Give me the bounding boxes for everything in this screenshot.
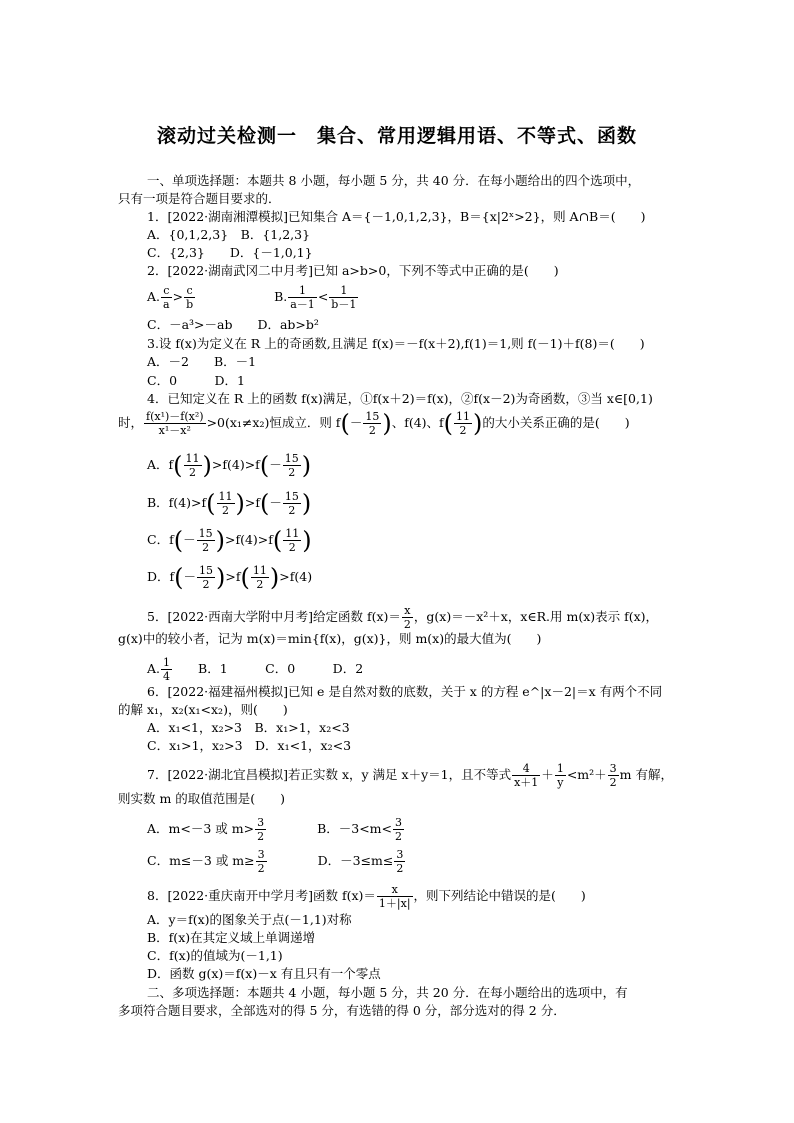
q7-options-ab: A．m<－3 或 m> $\frac{3}{2}$ B．－3<m< $\frac{3}{2}$ — [147, 816, 403, 843]
section2-intro-line2: 多项符合题目要求，全部选对的得 5 分，有选错的得 0 分，部分选对的得 2 分． — [118, 1003, 566, 1018]
q1-stem: 1．[2022·湖南湘潭模拟]已知集合 A＝{－1,0,1,2,3}，B＝{x|2ˣ>2}，则 A∩B＝( ) — [147, 209, 646, 224]
q6-stem-line2: 的解 x₁，x₂(x₁<x₂)，则( ) — [118, 702, 288, 717]
q2-options-cd: C．－a³>－ab D．ab>b² — [147, 317, 319, 332]
q2-optA-frac2: $\frac{c}{b}$ — [186, 284, 194, 311]
q3-options-cd: C．0 D．1 — [147, 373, 245, 388]
q4-optD: D．f(－ $\frac{15}{2}$ )>f( $\frac{11}{2}$ )>f(4) — [147, 563, 313, 592]
q4-condition-frac: $\frac{\text{f(x¹)－f(x²)}}{\text{x¹－x²}}$ — [146, 410, 204, 437]
q8-optD: D．函数 g(x)＝f(x)－x 有且只有一个零点 — [147, 966, 381, 981]
section2-intro-line1: 二、多项选择题：本题共 4 小题，每小题 5 分，共 20 分．在每小题给出的选项中，有 — [147, 985, 628, 1000]
q5-f-frac: $\frac{x}{2}$ — [403, 604, 411, 631]
q4-optC: C．f(－ $\frac{15}{2}$ )>f(4)>f( $\frac{11}{2}$ ) — [147, 526, 312, 555]
q8-stem: 8．[2022·重庆南开中学月考]函数 f(x)＝ $\frac{x}{1+|x|}$ ，则下列结论中错误的是( ) — [147, 883, 586, 910]
q5-stem-line2: g(x)中的较小者，记为 m(x)＝min{f(x)，g(x)}，则 m(x)的最大值为( ) — [118, 631, 542, 646]
page-title: 滚动过关检测一 集合、常用逻辑用语、不等式、函数 — [156, 125, 637, 147]
q5-options: A. $\frac{1}{4}$ B．1 C．0 D．2 — [147, 656, 364, 683]
q4-stem-line1: 4．已知定义在 R 上的函数 f(x)满足，①f(x＋2)＝f(x)，②f(x－2)为奇函数，③当 x∈[0,1) — [147, 391, 653, 406]
q8-optB: B．f(x)在其定义域上单调递增 — [147, 930, 316, 945]
q4-optB: B．f(4)>f( $\frac{11}{2}$ )>f(－ $\frac{15}{2}$ ) — [147, 489, 312, 518]
q3-options-ab: A．－2 B．－1 — [147, 354, 257, 369]
section1-intro-line2: 只有一项是符合题目要求的． — [118, 191, 281, 206]
q8-function-frac: $\frac{x}{1+|x|}$ — [378, 883, 411, 910]
q2-optB-frac1: $\frac{1}{a-1}$ — [290, 284, 315, 311]
q2-optB-frac2: $\frac{1}{b-1}$ — [331, 284, 357, 311]
q6-stem-line1: 6．[2022·福建福州模拟]已知 e 是自然对数的底数，关于 x 的方程 e^|x－2|＝x 有两个不同 — [147, 684, 663, 699]
q8-optC: C．f(x)的值域为(－1,1) — [147, 948, 283, 963]
q7-stem-line1: 7．[2022·湖北宜昌模拟]若正实数 x，y 满足 x＋y＝1，且不等式 $\frac{4}{x+1}$ ＋ $\frac{1}{y}$ <m²＋ $\frac{3}{2}$ m 有解， — [147, 762, 673, 789]
q7-options-cd: C．m≤－3 或 m≥ $\frac{3}{2}$ D．－3≤m≤ $\frac{3}{2}$ — [147, 848, 404, 875]
q2-optA-label: A. — [147, 289, 161, 304]
q6-options-cd: C．x₁>1，x₂>3 D．x₁<1，x₂<3 — [147, 738, 352, 753]
q2-optB-label: B. — [274, 289, 288, 304]
q2-stem: 2．[2022·湖南武冈二中月考]已知 a>b>0，下列不等式中正确的是( ) — [147, 263, 559, 278]
q1-options-cd: C．{2,3} D．{－1,0,1} — [147, 245, 313, 260]
q6-options-ab: A．x₁<1，x₂>3 B．x₁>1，x₂<3 — [147, 720, 350, 735]
section1-intro-line1: 一、单项选择题：本题共 8 小题，每小题 5 分，共 40 分．在每小题给出的四个选项中， — [147, 173, 641, 188]
q5-optA-frac: $\frac{1}{4}$ — [163, 656, 171, 683]
q7-stem-line2: 则实数 m 的取值范围是( ) — [118, 791, 286, 806]
q3-stem: 3.设 f(x)为定义在 R 上的奇函数,且满足 f(x)＝－f(x＋2),f(1)＝1,则 f(－1)＋f(8)＝( ) — [147, 336, 645, 351]
q2-options-ab: A. $\frac{c}{a}$ > $\frac{c}{b}$ B. $\frac{1}{a-1}$ < $\frac{1}{b-1}$ — [147, 284, 357, 311]
q8-optA: A．y＝f(x)的图象关于点(－1,1)对称 — [147, 912, 352, 927]
q2-optA-frac1: $\frac{c}{a}$ — [163, 284, 170, 311]
q5-stem-line1: 5．[2022·西南大学附中月考]给定函数 f(x)＝ $\frac{x}{2}$ ，g(x)＝－x²＋x，x∈R.用 m(x)表示 f(x)， — [147, 604, 659, 631]
q4-optA: A．f( $\frac{11}{2}$ )>f(4)>f(－ $\frac{15}{2}$ ) — [147, 451, 312, 480]
q4-stem-line2: 时， $\frac{\text{f(x¹)－f(x²)}}{\text{x¹－x²}}$ >0(x₁≠x₂)恒成立．则 f(－ $\frac{15}{2}$ )、f(4)、f( $\frac{11}{2}$ )的大小关系正确的是( ) — [118, 409, 630, 438]
q1-options-ab: A．{0,1,2,3} B．{1,2,3} — [147, 227, 311, 242]
